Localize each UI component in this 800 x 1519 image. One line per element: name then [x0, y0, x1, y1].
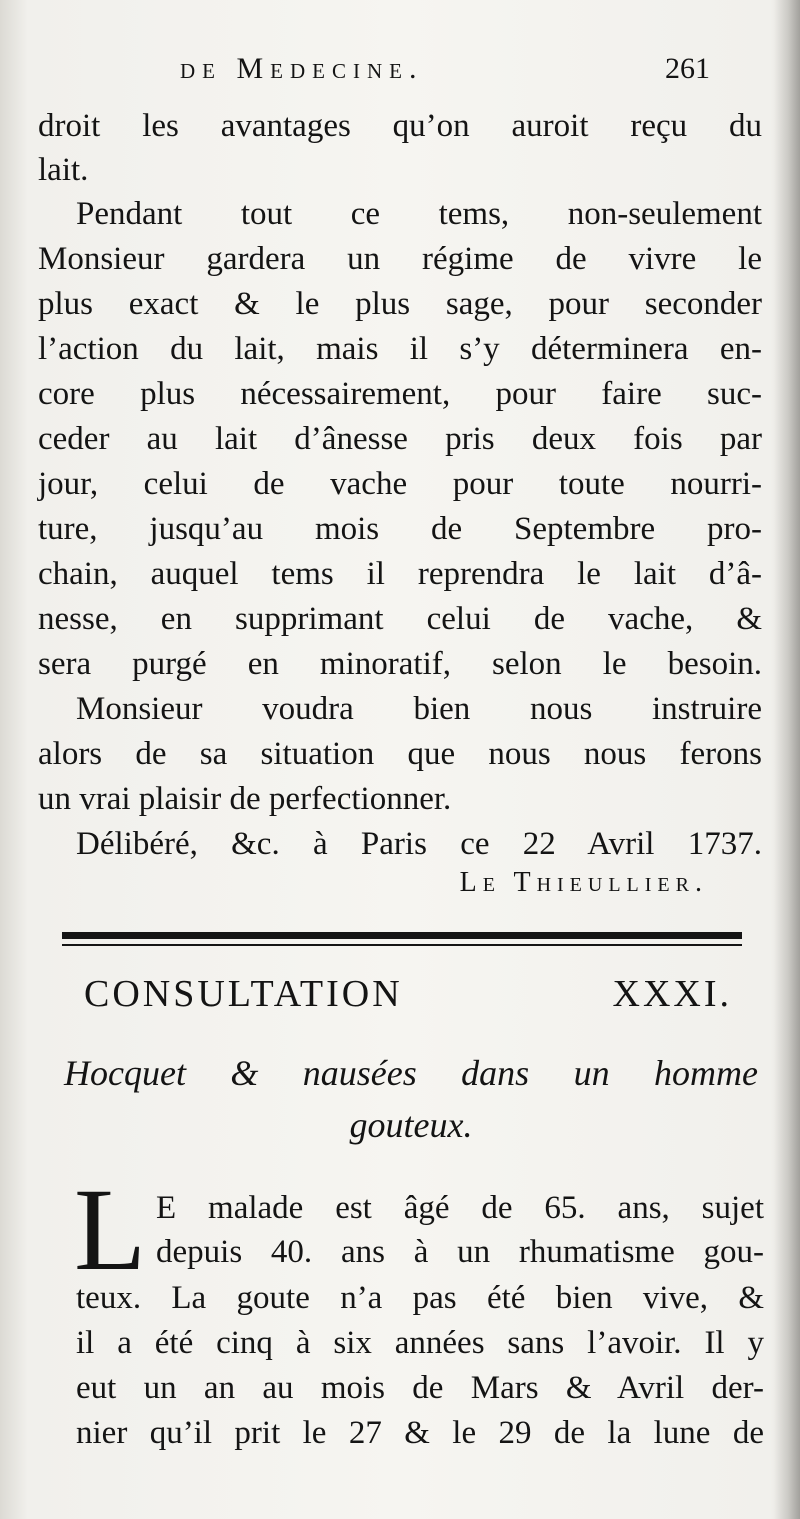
text-line: core plus nécessairement, pour faire suc-: [38, 376, 762, 412]
section-divider: [62, 932, 742, 939]
text-line: depuis 40. ans à un rhumatisme gou-: [156, 1234, 764, 1270]
page-number: 261: [665, 52, 710, 85]
text-line: Pendant tout ce tems, non-seulement: [76, 196, 762, 232]
text-line: teux. La goute n’a pas été bien vive, &: [76, 1280, 764, 1316]
drop-cap: L: [74, 1164, 147, 1295]
text-line: eut un an au mois de Mars & Avril der-: [76, 1370, 764, 1406]
text-line: lait.: [38, 152, 89, 188]
consultation-subtitle-continued: gouteux.: [349, 1105, 473, 1145]
text-line: ceder au lait d’ânesse pris deux fois par: [38, 421, 762, 457]
text-line: il a été cinq à six années sans l’avoir. Il y: [76, 1325, 764, 1361]
text-line: l’action du lait, mais il s’y déterminera en-: [38, 331, 762, 367]
consultation-title: CONSULTATION XXXI.: [84, 973, 732, 1015]
page-binding-shadow: [774, 0, 800, 1519]
consultation-subtitle: Hocquet & nausées dans un homme: [64, 1053, 758, 1093]
text-line: sera purgé en minoratif, selon le besoin.: [38, 646, 762, 682]
text-line: plus exact & le plus sage, pour seconder: [38, 286, 762, 322]
text-line: jour, celui de vache pour toute nourri-: [38, 466, 762, 502]
section-divider-thin: [62, 944, 742, 946]
text-line: Monsieur voudra bien nous instruire: [76, 691, 762, 727]
running-head-title: de Medecine.: [180, 52, 424, 85]
text-line: nier qu’il prit le 27 & le 29 de la lune de: [76, 1415, 764, 1451]
text-line: E malade est âgé de 65. ans, sujet: [156, 1190, 764, 1226]
text-line: droit les avantages qu’on auroit reçu du: [38, 108, 762, 144]
text-line: ture, jusqu’au mois de Septembre pro-: [38, 511, 762, 547]
running-head: [170, 52, 710, 92]
text-line: un vrai plaisir de perfectionner.: [38, 781, 452, 817]
text-line: alors de sa situation que nous nous ferons: [38, 736, 762, 772]
text-line: Monsieur gardera un régime de vivre le: [38, 241, 762, 277]
text-line: nesse, en supprimant celui de vache, &: [38, 601, 762, 637]
signature: Le Thieullier.: [459, 867, 708, 898]
dateline: Délibéré, &c. à Paris ce 22 Avril 1737.: [76, 826, 762, 862]
text-line: chain, auquel tems il reprendra le lait d’â-: [38, 556, 762, 592]
